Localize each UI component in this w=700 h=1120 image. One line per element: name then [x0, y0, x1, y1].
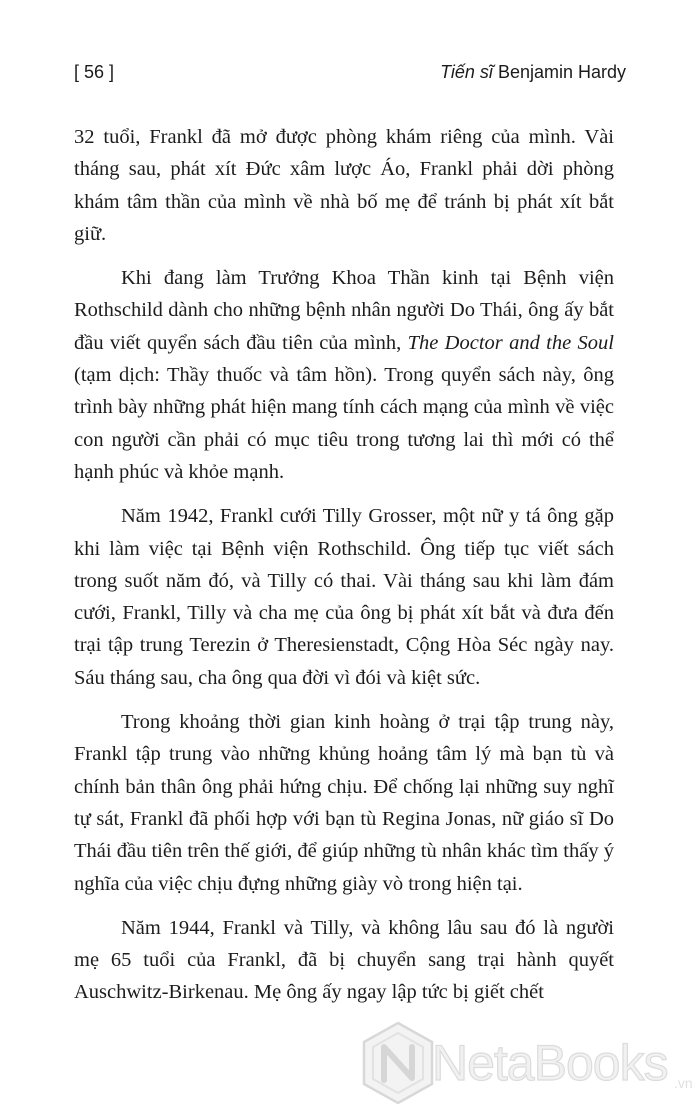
header-author — [440, 62, 626, 83]
paragraph-5: Năm 1944, Frankl và Tilly, và không lâu sau đó là người mẹ 65 tuổi của Frankl, đã bị chuyển sang trại hành quyết Auschwitz-Birkenau. Mẹ ông ấy ngay lập tức bị giết chết — [74, 916, 614, 1004]
netabooks-logo-icon — [360, 1020, 436, 1106]
running-header — [74, 62, 626, 92]
paragraph-1: 32 tuổi, Frankl đã mở được phòng khám riêng của mình. Vài tháng sau, phát xít Đức xâm lược Áo, Frankl phải dời phòng khám tâm thần của mình về nhà bố mẹ để tránh bị phát xít bắt giữ. — [74, 126, 614, 245]
paragraph-2-text-b: (tạm dịch: Thầy thuốc và tâm hồn). Trong quyển sách này, ông trình bày những phát hiện mang tính cách mạng của mình về việc con người cần phải có mục tiêu trong tương lai thì mới có thể hạnh phúc và khỏe mạnh. — [74, 364, 614, 483]
book-title: The Doctor and the Soul — [407, 331, 614, 354]
page-number: [ 56 ] — [74, 62, 115, 82]
header-author-name: Benjamin Hardy — [497, 62, 626, 82]
watermark-suffix: .vn — [674, 1075, 693, 1091]
watermark-brand: NetaBooks — [432, 1035, 668, 1091]
body-text — [74, 121, 614, 1021]
watermark — [360, 1020, 700, 1110]
paragraph-4: Trong khoảng thời gian kinh hoàng ở trại tập trung này, Frankl tập trung vào những khủng hoảng tâm lý mà bạn tù và chính bản thân ông phải hứng chịu. Để chống lại những suy nghĩ tự sát, Frankl đã phối hợp với bạn tù Regina Jonas, nữ giáo sĩ Do Thái đầu tiên trên thế giới, để giúp những tù nhân khác tìm thấy ý nghĩa của việc chịu đựng những giày vò trong hiện tại. — [74, 711, 614, 895]
paragraph-2-text-a: Khi đang làm Trưởng Khoa Thần kinh tại Bệnh viện Rothschild dành cho những bệnh nhân người Do Thái, ông ấy bắt đầu viết quyển sách đầu tiên của mình, — [74, 267, 614, 354]
paragraph-3: Năm 1942, Frankl cưới Tilly Grosser, một nữ y tá ông gặp khi làm việc tại Bệnh viện Rothschild. Ông tiếp tục viết sách trong suốt năm đó, và Tilly có thai. Vài tháng sau khi làm đám cưới, Frankl, Tilly và cha mẹ của ông bị phát xít bắt và đưa đến trại tập trung Terezin ở Theresienstadt, Cộng Hòa Séc ngày nay. Sáu tháng sau, cha ông qua đời vì đói và kiệt sức. — [74, 505, 614, 689]
paragraph-2 — [74, 262, 614, 488]
header-author-prefix: Tiến sĩ — [440, 62, 493, 82]
